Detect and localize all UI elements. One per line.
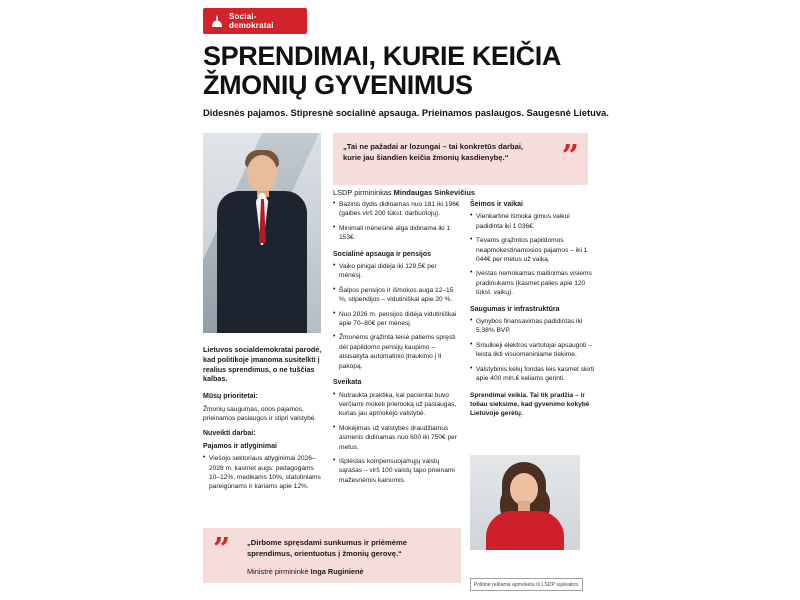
list-item: • Įvestas nemokamas maitinimas visiems pradinukams (kasmet palies apie 120 tūkst. vaikų). xyxy=(470,269,596,297)
intro-list xyxy=(333,200,461,243)
column-right xyxy=(470,200,596,425)
list-item: • Išplėstas kompensuojamųjų vaistų sąrašas – virš 100 vaistų tapo prieinami mažesnėmis kainomis. xyxy=(333,457,461,485)
list-item: • Viešojo sektoriaus atlyginimai 2026–2028 m. kasmet augs: pedagogams 10–12%, medikams 10%, statutiniams pareigūnams ir kariams apie 12%. xyxy=(203,454,323,492)
priorities-text: Žmonių saugumas, orios pajamos, prieinamos paslaugos ir stipri valstybė. xyxy=(203,405,317,422)
list-item: • Vienkartinė išmoka gimus vaikui padidinta iki 1 036€. xyxy=(470,212,596,231)
logo-line-1: Social- xyxy=(229,12,257,21)
quote-top-text: „Tai ne pažadai ar lozungai – tai konkretūs darbai, kurie jau šiandien keičia žmonių kasdienybę.“ xyxy=(343,142,524,162)
list-item: • Mokėjimas už valstybės draudžiamus asmenis didinamas nuo 600 iki 750€ per metus. xyxy=(333,424,461,452)
family-list xyxy=(470,212,596,297)
page-title: SPRENDIMAI, KURIE KEIČIA ŽMONIŲ GYVENIMUS xyxy=(203,41,560,100)
priorities-title: Mūsų prioritetai: xyxy=(203,393,258,401)
page-subtitle: Didesnės pajamos. Stipresnė socialinė apsauga. Prieinamos paslaugos. Saugesnė Lietuva. xyxy=(203,107,609,118)
section-title-health: Sveikata xyxy=(333,379,362,387)
quote-bottom-author-name: Inga Ruginienė xyxy=(310,567,364,576)
social-list xyxy=(333,262,461,371)
income-list xyxy=(203,454,323,492)
portrait-photo-primeminister xyxy=(470,455,580,550)
quote-mark-icon: ” xyxy=(213,532,231,567)
party-logo xyxy=(203,8,307,34)
list-item: • Minimali mėnesinė alga didinama iki 1 153€. xyxy=(333,224,461,243)
logo-line-2: demokratai xyxy=(229,21,274,30)
quote-card-top xyxy=(333,133,588,185)
section-title-income: Pajamos ir atlyginimai xyxy=(203,442,277,450)
quote-top-author-name: Mindaugas Sinkevičius xyxy=(393,188,475,197)
quote-bottom-author xyxy=(247,567,457,576)
quote-mark-icon: ” xyxy=(561,139,579,174)
column-left xyxy=(203,345,323,499)
palm-hand-icon xyxy=(209,13,225,29)
section-title-security: Saugumas ir infrastruktūra xyxy=(470,305,560,313)
list-item: • Gynybos finansavimas padidintas iki 5,38% BVP. xyxy=(470,317,596,336)
section-title-family: Šeimos ir vaikai xyxy=(470,201,523,208)
quote-bottom-text: „Dirbome spręsdami sunkumus ir priėmėme sprendimus, orientuotus į žmonių gerovę.“ xyxy=(247,538,407,558)
closing-statement: Sprendimai veikia. Tai tik pradžia – ir toliau sieksime, kad gyvenimo kokybė Lietuvoje gerėtų. xyxy=(470,391,590,418)
ad-disclaimer: Politinė reklama apmokėta iš LSDP sąskaitos. xyxy=(470,578,583,591)
list-item: • Nutraukta praktika, kai pacientai buvo verčiami mokėti priemoką už paslaugas, kurias jau apmokėjo valstybė. xyxy=(333,391,461,419)
security-list xyxy=(470,317,596,383)
works-title: Nuveikti darbai: xyxy=(203,430,256,438)
quote-top-author-prefix: LSDP pirmininkas xyxy=(333,188,394,197)
health-list xyxy=(333,391,461,486)
column-middle xyxy=(333,200,461,492)
list-item: • Smulkieji elektros vartotojai apsaugoti – leista likti visuomeniniame tiekime. xyxy=(470,341,596,360)
list-item: • Vaiko pinigai didėja iki 129,5€ per mėnesį. xyxy=(333,262,461,281)
list-item: • Valstybinis kelių fondas leis kasmet skirti apie 400 mln.€ keliams gerinti. xyxy=(470,365,596,384)
quote-card-bottom xyxy=(203,528,461,583)
list-item: • Nuo 2026 m. pensijos didėja vidutiniškai apie 70–80€ per mėnesį. xyxy=(333,310,461,329)
quote-top-author xyxy=(333,188,588,197)
quote-bottom-author-prefix: Ministrė pirmininkė xyxy=(247,567,311,576)
portrait-photo-chairman xyxy=(203,133,321,333)
lead-paragraph: Lietuvos socialdemokratai parodė, kad politikoje įmanoma susitelkti į realius sprendimus, o ne tuščias kalbas. xyxy=(203,345,322,384)
section-title-social: Socialinė apsauga ir pensijos xyxy=(333,250,432,258)
list-item: • Šalpos pensijos ir išmokos auga 12–15 %, stipendijos – vidutiniškai apie 20 %. xyxy=(333,286,461,305)
list-item: • Tėvams grąžintos papildomos neapmokestinamosios pajamos – iki 1 044€ per metus už vaiką. xyxy=(470,236,596,264)
list-item: • Bazinis dydis didinamas nuo 181 iki 196€ (gaibes virš 200 tūkst. darbuotojų). xyxy=(333,200,461,219)
list-item: • Žmonėms grąžinta teisė patiems spręsti dėl papildomo pensijų kaupimo – atsisakyta automatinio įtraukimo į II pakopą. xyxy=(333,333,461,371)
